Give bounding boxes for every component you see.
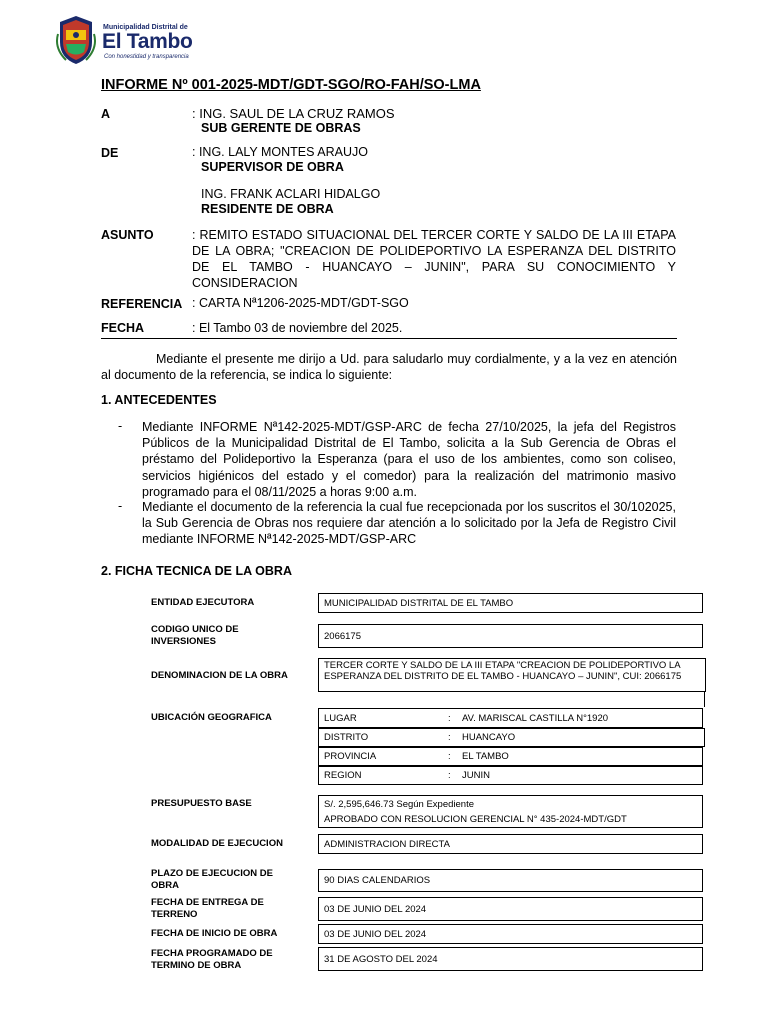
- field-de-name2: ING. FRANK ACLARI HIDALGO: [201, 187, 381, 201]
- field-referencia-text: : CARTA Nª1206-2025-MDT/GDT-SGO: [192, 296, 409, 310]
- ficha-presupuesto-value: [318, 795, 703, 828]
- ficha-ubicacion-label: UBICACIÓN GEOGRAFICA: [151, 712, 272, 723]
- ficha-modalidad-value: ADMINISTRACION DIRECTA: [318, 834, 703, 854]
- ficha-denominacion-value: TERCER CORTE Y SALDO DE LA III ETAPA "CREACION DE POLIDEPORTIVO LA ESPERANZA DEL DISTRITO DE EL TAMBO - HUANCAYO – JUNIN", CUI: 2066175: [318, 658, 706, 692]
- ubicacion-key: REGION: [324, 770, 362, 781]
- logo-slogan: Con honestidad y transparencia: [104, 54, 189, 60]
- ubicacion-sep: :: [448, 751, 451, 762]
- ficha-modalidad-label: MODALIDAD DE EJECUCION: [151, 838, 283, 849]
- ubicacion-value: JUNIN: [462, 770, 490, 781]
- field-de-label: DE: [101, 146, 119, 160]
- ficha-inicio-label: FECHA DE INICIO DE OBRA: [151, 928, 278, 939]
- field-a-role: SUB GERENTE DE OBRAS: [201, 121, 361, 135]
- ficha-termino-label: FECHA PROGRAMADO DE TERMINO DE OBRA: [151, 948, 273, 971]
- field-referencia-label: REFERENCIA: [101, 297, 183, 311]
- bullet-item-2: Mediante el documento de la referencia la cual fue recepcionada por los suscritos el 30/102025, la Sub Gerencia de Obras nos requiere dar atención a lo solicitado por la Jefa de Registro Civil mediante INFORME Nª142-2025-MDT/GSP-ARC: [142, 500, 676, 547]
- ficha-entrega-label: FECHA DE ENTREGA DE TERRENO: [151, 897, 264, 920]
- field-de-role2: RESIDENTE DE OBRA: [201, 202, 334, 216]
- ubicacion-key: DISTRITO: [324, 732, 369, 743]
- ficha-presupuesto-label: PRESUPUESTO BASE: [151, 798, 252, 809]
- ubicacion-sep: :: [448, 712, 451, 724]
- field-de-role1: SUPERVISOR DE OBRA: [201, 160, 344, 174]
- ubicacion-value: EL TAMBO: [462, 751, 509, 762]
- field-asunto-label: ASUNTO: [101, 228, 154, 242]
- bullet-item-1: Mediante INFORME Nª142-2025-MDT/GSP-ARC de fecha 27/10/2025, la jefa del Registros Públicos de la Municipalidad Distrital de El Tambo, solicita a la Sub Gerencia de Obras el préstamo del Polideportivo la Esperanza (para el uso de los ambientes, como son coliseo, servicios higiénicos del estado y el comedor) para la realización del matrimonio masivo programado para el 08/11/2025 a horas 9:00 a.m.: [142, 420, 676, 499]
- ficha-termino-value: 31 DE AGOSTO DEL 2024: [318, 947, 703, 971]
- ficha-entrega-value: 03 DE JUNIO DEL 2024: [318, 897, 703, 921]
- field-asunto-text: : REMITO ESTADO SITUACIONAL DEL TERCER CORTE Y SALDO DE LA III ETAPA DE LA OBRA; "CREACION DE POLIDEPORTIVO LA ESPERANZA DEL DISTRITO DE EL TAMBO - HUANCAYO – JUNIN", PARA SU CONOCIMIENTO Y CONSIDERACION: [192, 228, 676, 290]
- ficha-entidad-label: ENTIDAD EJECUTORA: [151, 597, 255, 608]
- field-a-name: : ING. SAUL DE LA CRUZ RAMOS: [192, 106, 395, 121]
- ubicacion-sep: :: [448, 770, 451, 781]
- ficha-ubicacion-row: [318, 747, 703, 766]
- ficha-plazo-label: PLAZO DE EJECUCION DE OBRA: [151, 868, 273, 891]
- ficha-plazo-value: 90 DIAS CALENDARIOS: [318, 869, 703, 892]
- coat-of-arms-icon: [56, 14, 96, 66]
- bullet-marker: -: [118, 499, 123, 513]
- field-fecha-text: : El Tambo 03 de noviembre del 2025.: [192, 321, 403, 335]
- header-divider: [101, 338, 677, 339]
- logo-name: El Tambo: [102, 30, 193, 53]
- bullet-marker: -: [118, 419, 123, 433]
- logo-municipality-text: Municipalidad Distrital de: [103, 24, 188, 31]
- intro-paragraph: Mediante el presente me dirijo a Ud. para saludarlo muy cordialmente, y a la vez en atención al documento de la referencia, se indica lo siguiente:: [101, 352, 677, 382]
- presupuesto-resolution: APROBADO CON RESOLUCION GERENCIAL N° 435-2024-MDT/GDT: [324, 813, 627, 825]
- section-2-heading: 2. FICHA TECNICA DE LA OBRA: [101, 564, 292, 578]
- ficha-entidad-value: MUNICIPALIDAD DISTRITAL DE EL TAMBO: [318, 593, 703, 613]
- field-de-name1: : ING. LALY MONTES ARAUJO: [192, 145, 368, 159]
- field-fecha-label: FECHA: [101, 321, 145, 335]
- ubicacion-value: AV. MARISCAL CASTILLA N°1920: [462, 712, 609, 724]
- ubicacion-sep: :: [448, 732, 451, 743]
- ficha-codigo-label: CODIGO UNICO DE INVERSIONES: [151, 624, 239, 647]
- ficha-denominacion-label: DENOMINACION DE LA OBRA: [151, 670, 288, 681]
- ubicacion-key: PROVINCIA: [324, 751, 377, 762]
- field-a-label: A: [101, 107, 111, 121]
- presupuesto-amount: S/. 2,595,646.73 Según Expediente: [324, 798, 475, 810]
- ficha-ubicacion-row: [318, 708, 703, 728]
- ficha-ubicacion-row: [318, 728, 705, 747]
- ficha-ubicacion-row: [318, 766, 703, 785]
- municipal-logo: [56, 14, 216, 68]
- ficha-inicio-value: 03 DE JUNIO DEL 2024: [318, 924, 703, 944]
- ubicacion-value: HUANCAYO: [462, 732, 516, 743]
- section-1-heading: 1. ANTECEDENTES: [101, 393, 217, 407]
- ficha-denominacion-border: [704, 692, 705, 707]
- ubicacion-key: LUGAR: [324, 712, 357, 724]
- ficha-codigo-value: 2066175: [318, 624, 703, 648]
- report-title: INFORME Nº 001-2025-MDT/GDT-SGO/RO-FAH/SO-LMA: [101, 77, 481, 93]
